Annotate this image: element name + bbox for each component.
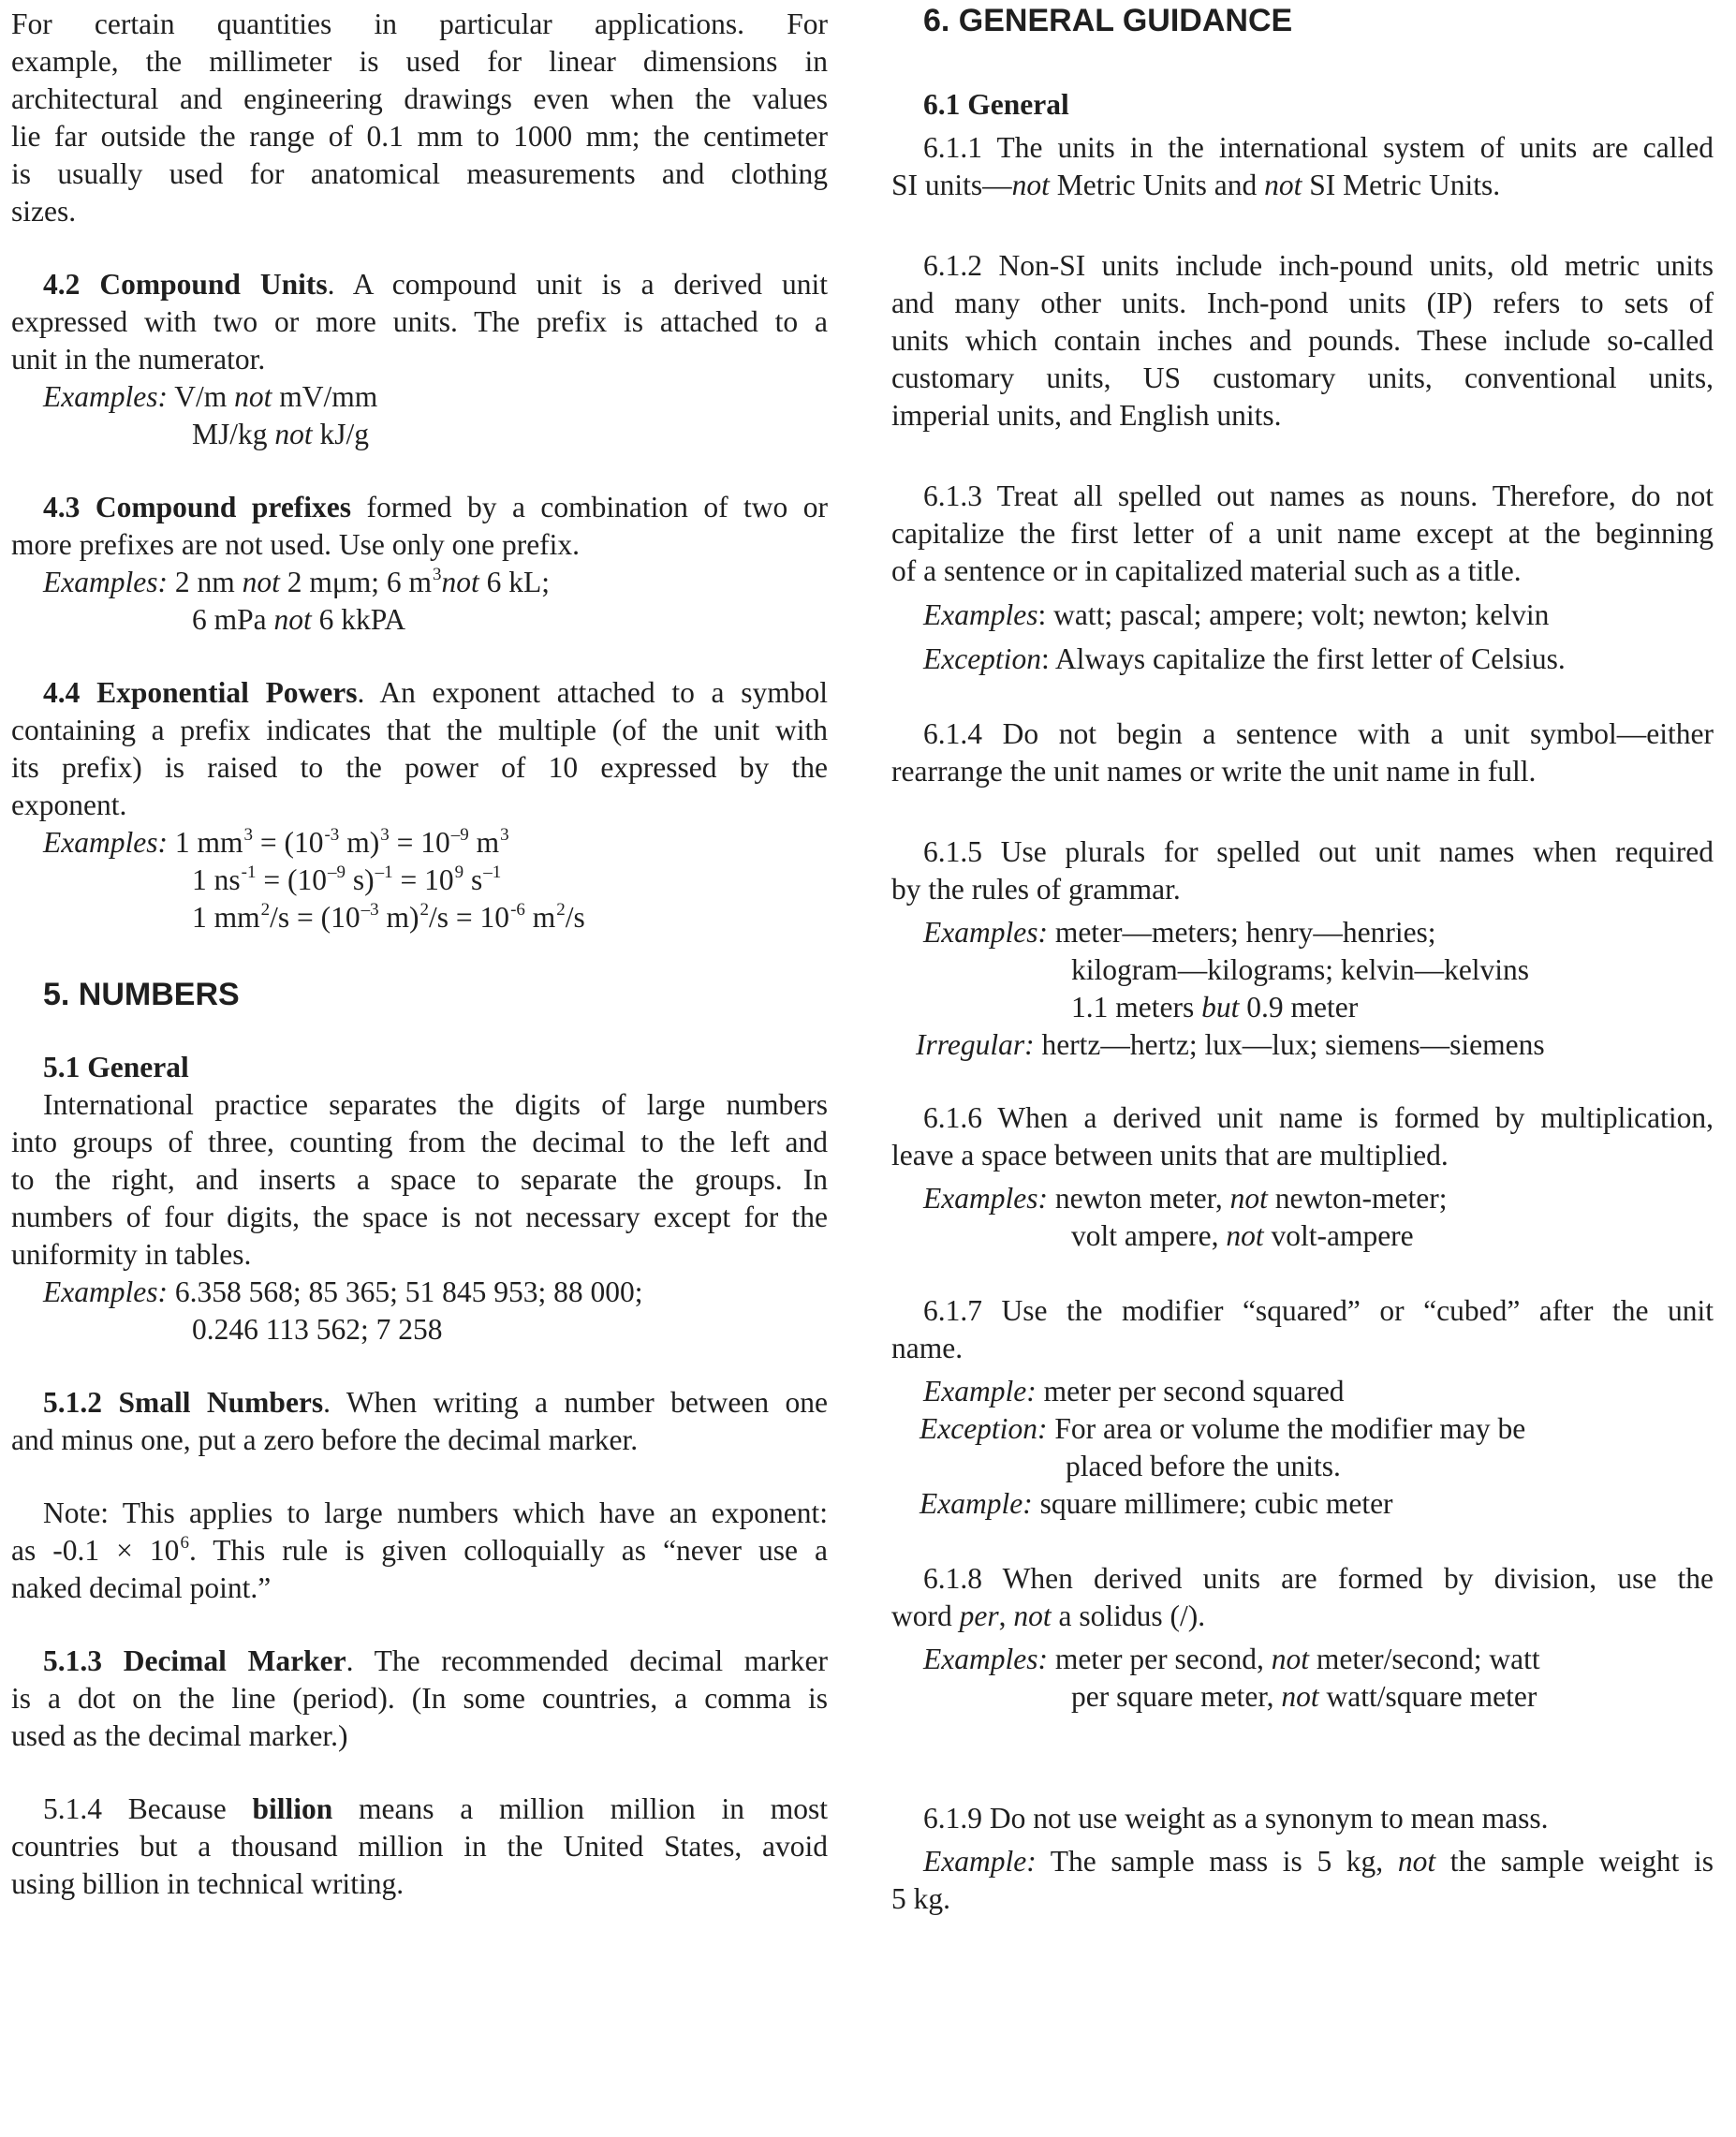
- example-line: [11, 601, 828, 639]
- examples-label: Examples:: [43, 826, 168, 859]
- text-line: [11, 1384, 828, 1422]
- text-line: 6.1.8 When derived units are formed by division, use the: [923, 1562, 1714, 1595]
- text-run: 1.1 meters: [1071, 991, 1202, 1024]
- text-line: uniformity in tables.: [11, 1238, 252, 1271]
- text-line: to the right, and inserts a space to separate the groups. In: [11, 1163, 828, 1196]
- text-run: the sample weight is: [1435, 1845, 1714, 1878]
- text-run: 5.1.4 Because: [43, 1792, 227, 1825]
- text-line: 6.1.5 Use plurals for spelled out unit names when required: [923, 835, 1714, 868]
- text-run: : Always capitalize the first letter of Celsius.: [1040, 642, 1566, 675]
- text-line: lie far outside the range of 0.1 mm to 1000 mm; the centimeter: [11, 120, 828, 153]
- intro-paragraph: [11, 6, 828, 230]
- example-line: [891, 1678, 1714, 1716]
- example-line: [891, 1373, 1714, 1410]
- text-line: [11, 489, 828, 526]
- example-line: 0.246 113 562; 7 258: [192, 1313, 443, 1346]
- section-title: Decimal Marker: [123, 1644, 346, 1677]
- example-line: [891, 1843, 1714, 1880]
- text-line: expressed with two or more units. The prefix is attached to a: [11, 305, 828, 338]
- text-run: a solidus (/).: [1051, 1599, 1206, 1632]
- text-run: not: [1281, 1680, 1319, 1713]
- superscript: –9: [450, 825, 469, 845]
- text-line: units which contain inches and pounds. These include so-called: [891, 324, 1714, 357]
- superscript: 2: [419, 900, 430, 920]
- eq-part: = (10: [256, 863, 327, 896]
- text-run: 6 mPa: [192, 603, 267, 636]
- text-line: [891, 1598, 1714, 1635]
- text-run: volt ampere,: [1071, 1219, 1227, 1252]
- text-run: not: [1397, 1845, 1436, 1878]
- example-line: [11, 1274, 828, 1311]
- text-line: 6.1.7 Use the modifier “squared” or “cubed” after the unit: [923, 1294, 1714, 1327]
- example-line: [11, 378, 828, 416]
- text-line: [11, 1643, 828, 1680]
- paragraph-6-1-1: [891, 129, 1714, 204]
- text-line: more prefixes are not used. Use only one prefix.: [11, 528, 581, 561]
- text-line: into groups of three, counting from the decimal to the left and: [11, 1126, 828, 1158]
- superscript: 3: [500, 825, 509, 845]
- exception-label: Exception: [923, 642, 1041, 675]
- text-line: 6.1.6 When a derived unit name is formed by multiplication,: [923, 1101, 1714, 1134]
- exception-line: placed before the units.: [1066, 1450, 1341, 1482]
- text-line: is usually used for anatomical measurements and clothing: [11, 157, 828, 190]
- text-line: exponent.: [11, 788, 127, 821]
- text-line: [11, 1791, 828, 1828]
- text-run: 0.9 meter: [1239, 991, 1359, 1024]
- paragraph-6-1-8: [891, 1560, 1714, 1716]
- eq-part: = 10: [389, 826, 450, 859]
- eq-part: m): [378, 901, 419, 934]
- text-line: unit in the numerator.: [11, 343, 266, 376]
- left-column: [11, 0, 828, 1903]
- section-5-1: [11, 1049, 828, 1349]
- eq-part: = (10: [252, 826, 324, 859]
- text-line: capitalize the first letter of a unit name except at the beginning: [891, 517, 1714, 550]
- text-line: containing a prefix indicates that the multiple (of the unit with: [11, 714, 828, 746]
- text-run: watt/square meter: [1318, 1680, 1537, 1713]
- section-title: Small Numbers: [118, 1386, 324, 1419]
- example-line: [891, 1485, 1714, 1523]
- text-line: countries but a thousand million in the United States, avoid: [11, 1830, 828, 1863]
- text-run: kJ/g: [319, 418, 370, 450]
- examples-label: Examples:: [923, 1643, 1048, 1675]
- example-line: kilogram—kilograms; kelvin—kelvins: [1071, 953, 1530, 986]
- section-heading-numbers: 5. NUMBERS: [43, 977, 240, 1012]
- example-line: [891, 1217, 1714, 1255]
- paragraph-6-1-6: [891, 1099, 1714, 1255]
- examples-label: Examples: [923, 598, 1038, 631]
- superscript: –9: [327, 862, 346, 882]
- eq-part: = 10: [392, 863, 454, 896]
- superscript: 3: [243, 825, 253, 845]
- text-run: not: [1229, 1182, 1268, 1215]
- superscript: 3: [433, 565, 442, 584]
- text-run: newton-meter;: [1267, 1182, 1448, 1215]
- text-run: meter per second,: [1054, 1643, 1272, 1675]
- text-line: used as the decimal marker.): [11, 1719, 348, 1752]
- paragraph-6-1-9: [891, 1800, 1714, 1918]
- section-number: 4.3: [43, 491, 81, 523]
- text-line: 6.1.1 The units in the international system of units are called: [923, 131, 1714, 164]
- text-run: mV/mm: [279, 380, 378, 413]
- text-run: SI units—: [891, 169, 1012, 201]
- text-line: name.: [891, 1332, 964, 1364]
- example-line: [891, 914, 1714, 951]
- paragraph-6-1-5: [891, 833, 1714, 1064]
- text-run: not: [274, 418, 313, 450]
- example-line: [891, 989, 1714, 1026]
- eq-part: 1 mm: [174, 826, 243, 859]
- example-line: [11, 564, 828, 601]
- section-4-3: [11, 489, 828, 639]
- section-number: 5.1.3: [43, 1644, 102, 1677]
- text-run: volt-ampere: [1263, 1219, 1414, 1252]
- subsection-title: 6.1 General: [923, 88, 1069, 121]
- text-run: not: [1013, 1599, 1052, 1632]
- text-run: . The recommended decimal marker: [346, 1644, 829, 1677]
- exception-label: Exception:: [919, 1412, 1048, 1445]
- text-line: 6.1.2 Non-SI units include inch-pound units, old metric units: [923, 249, 1714, 282]
- text-run: ,: [998, 1599, 1014, 1632]
- examples-label: Examples:: [43, 566, 168, 598]
- text-run: word: [891, 1599, 960, 1632]
- paragraph-6-1-3: [891, 478, 1714, 678]
- text-line: example, the millimeter is used for linear dimensions in: [11, 45, 828, 78]
- text-run: means a million million in most: [359, 1792, 828, 1825]
- superscript: -6: [510, 900, 525, 920]
- text-run: 2 mμm; 6 m: [287, 566, 433, 598]
- text-run: Metric Units and: [1049, 169, 1265, 201]
- examples-label: Examples:: [923, 1182, 1048, 1215]
- eq-part: s: [463, 863, 483, 896]
- note-paragraph: [11, 1495, 828, 1607]
- text-run: 6 kL;: [486, 566, 551, 598]
- text-run: billion: [252, 1792, 333, 1825]
- text-line: [11, 266, 828, 303]
- section-title: Exponential Powers: [96, 676, 358, 709]
- right-column: [891, 0, 1714, 1918]
- text-run: MJ/kg: [192, 418, 268, 450]
- superscript: 3: [380, 825, 390, 845]
- example-line: [891, 1180, 1714, 1217]
- text-run: per square meter,: [1071, 1680, 1282, 1713]
- example-line: [891, 1641, 1714, 1678]
- equation-line: [11, 899, 828, 936]
- text-run: not: [242, 566, 280, 598]
- text-line: numbers of four digits, the space is not necessary except for the: [11, 1201, 828, 1233]
- superscript: –3: [360, 900, 379, 920]
- section-number: 4.2: [43, 268, 81, 301]
- eq-part: /s = 10: [429, 901, 510, 934]
- text-line: For certain quantities in particular applications. For: [11, 7, 828, 40]
- paragraph-6-1-4: [891, 715, 1714, 790]
- text-run: not: [441, 566, 479, 598]
- exception-line: [891, 641, 1714, 678]
- example-line: [891, 597, 1714, 634]
- text-run: not: [1264, 169, 1302, 201]
- section-5-1-3: [11, 1643, 828, 1755]
- text-line: [11, 1532, 828, 1570]
- superscript: –1: [375, 862, 393, 882]
- text-run: meter/second; watt: [1309, 1643, 1540, 1675]
- section-heading-general-guidance: 6. GENERAL GUIDANCE: [923, 3, 1293, 38]
- eq-part: 1 mm: [192, 901, 260, 934]
- irregular-label: Irregular:: [916, 1028, 1035, 1061]
- superscript: –1: [483, 862, 502, 882]
- eq-part: m: [468, 826, 500, 859]
- text-run: but: [1201, 991, 1240, 1024]
- text-run: per: [959, 1599, 999, 1632]
- text-run: 2 nm: [174, 566, 235, 598]
- superscript: 9: [454, 862, 464, 882]
- text-run: as -0.1 × 10: [11, 1534, 180, 1567]
- text-run: For area or volume the modifier may be: [1047, 1412, 1526, 1445]
- text-run: . When writing a number between one: [323, 1386, 829, 1419]
- text-line: naked decimal point.”: [11, 1571, 272, 1604]
- text-run: newton meter,: [1054, 1182, 1230, 1215]
- text-run: not: [1011, 169, 1050, 201]
- example-line: [891, 1026, 1714, 1064]
- eq-part: /s = (10: [270, 901, 360, 934]
- text-run: formed by a combination of two or: [366, 491, 829, 523]
- subsection-title: 5.1 General: [43, 1051, 189, 1083]
- text-line: by the rules of grammar.: [891, 873, 1181, 906]
- section-5-1-4: [11, 1791, 828, 1903]
- example-line: [11, 416, 828, 453]
- text-run: . A compound unit is a derived unit: [327, 268, 828, 301]
- text-run: . An exponent attached to a symbol: [357, 676, 828, 709]
- text-line: using billion in technical writing.: [11, 1867, 405, 1900]
- text-run: square millimere; cubic meter: [1032, 1487, 1393, 1520]
- text-line: 6.1.4 Do not begin a sentence with a unit symbol—either: [923, 717, 1714, 750]
- examples-label: Examples:: [923, 916, 1048, 949]
- section-title: Compound prefixes: [95, 491, 352, 523]
- superscript: 2: [260, 900, 271, 920]
- text-run: not: [273, 603, 312, 636]
- eq-part: m): [339, 826, 380, 859]
- text-run: 6.358 568; 85 365; 51 845 953; 88 000;: [174, 1275, 643, 1308]
- text-run: 6 kkPA: [318, 603, 406, 636]
- superscript: 2: [556, 900, 566, 920]
- text-run: meter per second squared: [1036, 1375, 1345, 1407]
- eq-part: 1 ns: [192, 863, 241, 896]
- text-line: its prefix) is raised to the power of 10 expressed by the: [11, 751, 828, 784]
- section-4-4: [11, 674, 828, 936]
- text-run: meter—meters; henry—henries;: [1054, 916, 1436, 949]
- text-line: leave a space between units that are multiplied.: [891, 1139, 1449, 1172]
- section-number: 4.4: [43, 676, 81, 709]
- section-number: 5.1.2: [43, 1386, 102, 1419]
- text-line: 5 kg.: [891, 1882, 950, 1915]
- text-line: [891, 167, 1714, 204]
- text-run: hertz—hertz; lux—lux; siemens—siemens: [1034, 1028, 1545, 1061]
- section-5-1-2: [11, 1384, 828, 1459]
- eq-part: m: [524, 901, 556, 934]
- text-line: 6.1.3 Treat all spelled out names as nouns. Therefore, do not: [923, 479, 1714, 512]
- section-4-2: [11, 266, 828, 453]
- text-line: sizes.: [11, 195, 77, 228]
- examples-label: Examples:: [43, 380, 168, 413]
- superscript: 6: [180, 1533, 189, 1553]
- text-run: not: [234, 380, 272, 413]
- text-run: not: [1226, 1219, 1264, 1252]
- text-run: . This rule is given colloquially as “never use a: [188, 1534, 829, 1567]
- section-title: Compound Units: [99, 268, 328, 301]
- superscript: -3: [324, 825, 340, 845]
- text-line: imperial units, and English units.: [891, 399, 1282, 432]
- eq-part: /s: [565, 901, 585, 934]
- text-run: V/m: [174, 380, 228, 413]
- text-line: and many other units. Inch-pond units (IP) refers to sets of: [891, 287, 1714, 319]
- text-run: not: [1271, 1643, 1309, 1675]
- text-line: Note: This applies to large numbers which have an exponent:: [43, 1496, 828, 1529]
- equation-line: [11, 862, 828, 899]
- example-label: Example:: [923, 1375, 1037, 1407]
- text-run: : watt; pascal; ampere; volt; newton; kelvin: [1037, 598, 1550, 631]
- paragraph-6-1-2: [891, 247, 1714, 435]
- text-line: [11, 674, 828, 712]
- paragraph-6-1-7: [891, 1292, 1714, 1523]
- text-line: customary units, US customary units, conventional units,: [891, 361, 1714, 394]
- exception-line: [891, 1410, 1714, 1448]
- text-line: is a dot on the line (period). (In some countries, a comma is: [11, 1682, 828, 1715]
- text-line: architectural and engineering drawings even when the values: [11, 82, 828, 115]
- superscript: -1: [241, 862, 257, 882]
- eq-part: s): [345, 863, 375, 896]
- text-line: rearrange the unit names or write the unit name in full.: [891, 755, 1537, 788]
- text-line: 6.1.9 Do not use weight as a synonym to mean mass.: [923, 1802, 1549, 1835]
- text-run: SI Metric Units.: [1302, 169, 1501, 201]
- text-run: The sample mass is 5 kg,: [1036, 1845, 1398, 1878]
- examples-label: Examples:: [43, 1275, 168, 1308]
- text-line: of a sentence or in capitalized material such as a title.: [891, 554, 1522, 587]
- text-line: International practice separates the digits of large numbers: [43, 1088, 828, 1121]
- example-label: Example:: [923, 1845, 1037, 1878]
- text-line: and minus one, put a zero before the decimal marker.: [11, 1423, 639, 1456]
- equation-line: [11, 824, 828, 862]
- example-label: Example:: [919, 1487, 1033, 1520]
